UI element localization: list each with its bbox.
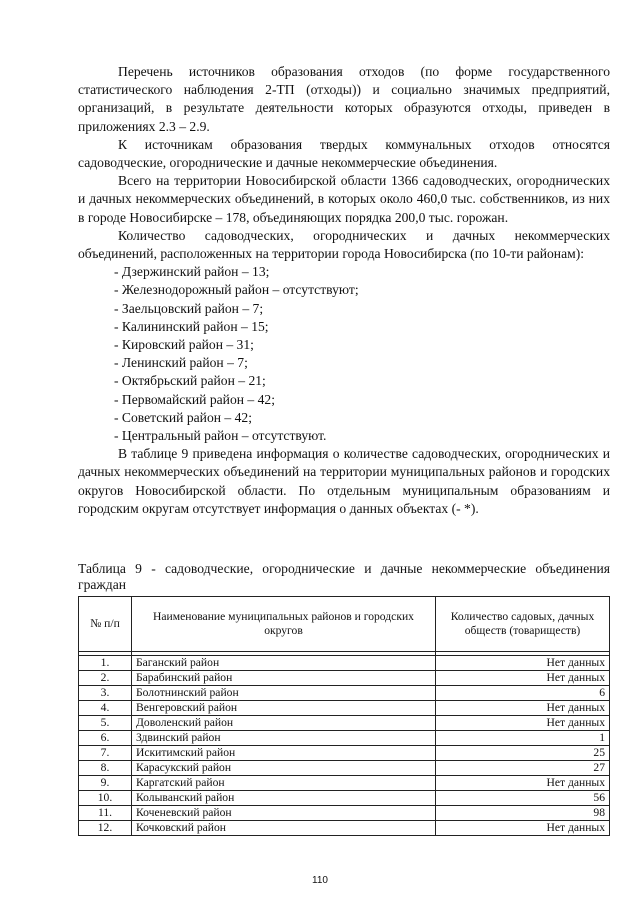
- table-row: [79, 791, 610, 806]
- row-name: Барабинский район: [132, 671, 436, 686]
- table-row: [79, 806, 610, 821]
- header-count: Количество садовых, дачных обществ (товариществ): [436, 597, 610, 652]
- body-text: [78, 63, 610, 518]
- row-name: Баганский район: [132, 656, 436, 671]
- row-num: 5.: [79, 716, 132, 731]
- row-num: 7.: [79, 746, 132, 761]
- paragraph-sources: Перечень источников образования отходов (по форме государственного статистического наблюдения 2-ТП (отходы)) и социально значимых предприятий, организаций, в результате деятельности которых образуются отходы, приведен в приложениях 2.3 – 2.9.: [78, 64, 610, 134]
- row-num: 8.: [79, 761, 132, 776]
- row-value: Нет данных: [436, 671, 610, 686]
- table-row: [79, 821, 610, 836]
- table-row: [79, 761, 610, 776]
- row-value: Нет данных: [436, 821, 610, 836]
- row-value: 27: [436, 761, 610, 776]
- table-row: [79, 776, 610, 791]
- row-value: 56: [436, 791, 610, 806]
- row-value: 25: [436, 746, 610, 761]
- row-num: 6.: [79, 731, 132, 746]
- table-row: [79, 656, 610, 671]
- row-name: Карасукский район: [132, 761, 436, 776]
- row-value: 1: [436, 731, 610, 746]
- header-num: № п/п: [79, 597, 132, 652]
- table-header-row: [79, 597, 610, 652]
- row-num: 3.: [79, 686, 132, 701]
- paragraph-table-intro: В таблице 9 приведена информация о количестве садоводческих, огороднических и дачных некоммерческих объединений на территории муниципальных районов и городских округов Новосибирской области. По отдельным муниципальным образованиям и городским округам отсутствует информация о данных объектах (- *).: [78, 446, 610, 516]
- row-name: Здвинский район: [132, 731, 436, 746]
- row-num: 12.: [79, 821, 132, 836]
- table-caption: Таблица 9 - садоводческие, огороднические и дачные некоммерческие объединения граждан: [78, 561, 610, 592]
- row-value: 6: [436, 686, 610, 701]
- district-item: - Октябрьский район – 21;: [114, 373, 266, 389]
- row-num: 1.: [79, 656, 132, 671]
- row-name: Коченевский район: [132, 806, 436, 821]
- paragraph-tko-sources: К источникам образования твердых коммунальных отходов относятся садоводческие, огороднические и дачные некоммерческие объединения.: [78, 136, 610, 171]
- row-value: 98: [436, 806, 610, 821]
- table-row: [79, 671, 610, 686]
- row-name: Венгеровский район: [132, 701, 436, 716]
- district-item: - Железнодорожный район – отсутствуют;: [114, 282, 359, 298]
- table-row: [79, 701, 610, 716]
- row-name: Кочковский район: [132, 821, 436, 836]
- table-row: [79, 716, 610, 731]
- district-item: - Советский район – 42;: [114, 409, 252, 425]
- associations-table: [78, 596, 610, 836]
- row-value: Нет данных: [436, 656, 610, 671]
- district-item: - Первомайский район – 42;: [114, 391, 275, 407]
- page-number: 110: [312, 875, 328, 886]
- row-value: Нет данных: [436, 716, 610, 731]
- table-row: [79, 731, 610, 746]
- row-num: 2.: [79, 671, 132, 686]
- row-name: Болотнинский район: [132, 686, 436, 701]
- table-row: [79, 746, 610, 761]
- district-item: - Дзержинский район – 13;: [114, 264, 270, 280]
- row-value: Нет данных: [436, 776, 610, 791]
- paragraph-districts-intro: Количество садоводческих, огороднических и дачных некоммерческих объединений, расположенных на территории города Новосибирска (по 10-ти районам):: [78, 227, 610, 262]
- district-item: - Центральный район – отсутствуют.: [114, 428, 327, 444]
- row-name: Колыванский район: [132, 791, 436, 806]
- paragraph-totals: Всего на территории Новосибирской области 1366 садоводческих, огороднических и дачных некоммерческих объединений, в которых около 460,0 тыс. собственников, из них в городе Новосибирске – 178, объединяющих порядка 200,0 тыс. горожан.: [78, 173, 610, 225]
- row-num: 9.: [79, 776, 132, 791]
- table-row: [79, 686, 610, 701]
- district-item: - Калининский район – 15;: [114, 318, 269, 334]
- row-name: Искитимский район: [132, 746, 436, 761]
- district-item: - Заельцовский район – 7;: [114, 300, 264, 316]
- row-num: 4.: [79, 701, 132, 716]
- row-value: Нет данных: [436, 701, 610, 716]
- row-num: 11.: [79, 806, 132, 821]
- district-item: - Ленинский район – 7;: [114, 355, 248, 371]
- district-item: - Кировский район – 31;: [114, 337, 254, 353]
- header-name: Наименование муниципальных районов и городских округов: [132, 597, 436, 652]
- district-list: [78, 263, 610, 445]
- row-num: 10.: [79, 791, 132, 806]
- row-name: Каргатский район: [132, 776, 436, 791]
- row-name: Доволенский район: [132, 716, 436, 731]
